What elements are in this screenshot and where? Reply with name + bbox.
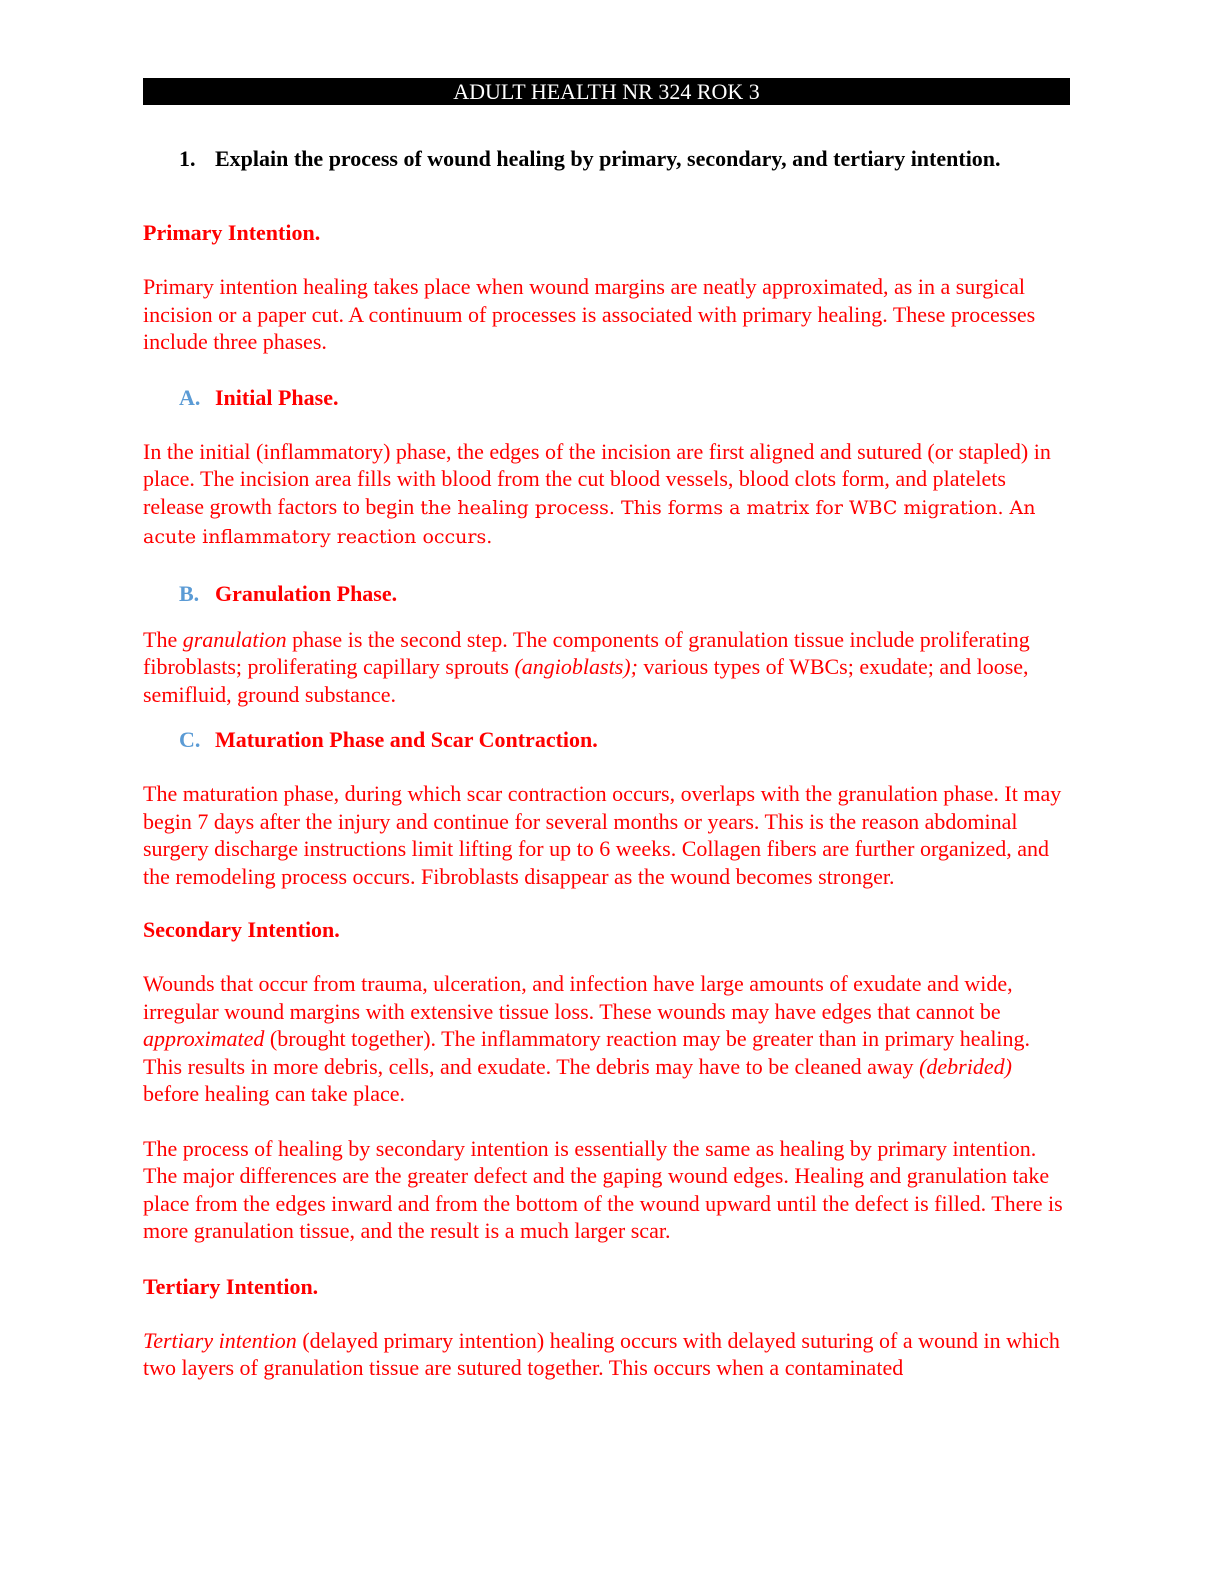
secondary-intention-title: Secondary Intention. xyxy=(143,917,340,942)
header-title: ADULT HEALTH NR 324 ROK 3 xyxy=(453,79,760,104)
tertiary-italic-term: Tertiary intention xyxy=(143,1327,297,1353)
header-bar xyxy=(143,78,1070,105)
phase-a-heading xyxy=(143,384,1070,412)
phase-a-paragraph xyxy=(143,438,1070,552)
secondary-italic-approximated: approximated xyxy=(143,1026,265,1051)
secondary-text-3: before healing can take place. xyxy=(143,1081,406,1106)
phase-b-text-2: phase is the second step. The components of granulation tissue include proliferating fibroblasts; proliferating capillary sprouts xyxy=(143,626,1030,679)
secondary-intention-paragraph-2: The process of healing by secondary intention is essentially the same as healing by primary intention. The major differences are the greater defect and the gaping wound edges. Healing and granulation take place from the edges inward and from the bottom of the wound upward until the defect is filled. There is more granulation tissue, and the result is a much larger scar. xyxy=(143,1135,1063,1243)
question-heading xyxy=(143,145,1070,173)
secondary-text-1: Wounds that occur from trauma, ulceration, and infection have large amounts of exudate and wide, irregular wound margins with extensive tissue loss. These wounds may have edges that cannot be xyxy=(143,971,1013,1024)
phase-b-italic-angioblasts: (angioblasts); xyxy=(514,654,638,679)
secondary-italic-debrided: (debrided) xyxy=(919,1053,1012,1079)
document-page xyxy=(143,78,1070,1382)
tertiary-text-1: (delayed primary intention) healing occurs with delayed suturing of a wound in which two layers of granulation tissue are sutured together. This occurs when a contaminated xyxy=(143,1327,1060,1380)
tertiary-intention-title: Tertiary Intention. xyxy=(143,1273,319,1299)
phase-b-text-3: various types of WBCs; exudate; and loose, semifluid, ground substance. xyxy=(143,654,1029,707)
tertiary-intention-paragraph xyxy=(143,1327,1070,1382)
phase-a-text-main: In the initial (inflammatory) phase, the edges of the incision are first aligned and sutured (or stapled) in place. The incision area fills with blood from the cut blood vessels, blood clots form, and platelets release growth factors to begin xyxy=(143,438,1051,519)
phase-c-title: Maturation Phase and Scar Contraction. xyxy=(215,727,598,752)
phase-c-letter: C. xyxy=(179,727,201,752)
phase-a-title: Initial Phase. xyxy=(215,384,339,410)
phase-b-letter: B. xyxy=(179,580,200,606)
question-number: 1. xyxy=(179,146,196,171)
phase-a-letter: A. xyxy=(179,384,201,410)
secondary-text-2: (brought together). The inflammatory reaction may be greater than in primary healing. This results in more debris, cells, and exudate. The debris may have to be cleaned away xyxy=(143,1026,1031,1079)
phase-a-text-alt-font: the healing process. This forms a matrix for WBC migration. An acute inflammatory reaction occurs. xyxy=(143,496,1036,548)
phase-b-title: Granulation Phase. xyxy=(215,580,398,606)
phase-b-italic-granulation: granulation xyxy=(182,626,287,652)
primary-intention-title: Primary Intention. xyxy=(143,220,321,245)
phase-c-heading xyxy=(143,726,1070,754)
phase-c-paragraph: The maturation phase, during which scar contraction occurs, overlaps with the granulation phase. It may begin 7 days after the injury and continue for several months or years. This is the reason abdominal surgery discharge instructions limit lifting for up to 6 weeks. Collagen fibers are further organized, and the remodeling process occurs. Fibroblasts disappear as the wound becomes stronger. xyxy=(143,781,1062,889)
secondary-intention-paragraph-1 xyxy=(143,970,1070,1108)
phase-b-text-1: The xyxy=(143,626,183,652)
question-text: Explain the process of wound healing by primary, secondary, and tertiary intention. xyxy=(215,146,1001,171)
phase-b-heading xyxy=(143,580,1070,608)
phase-b-paragraph xyxy=(143,626,1070,709)
primary-intention-paragraph: Primary intention healing takes place when wound margins are neatly approximated, as in a surgical incision or a paper cut. A continuum of processes is associated with primary healing. These processes include three phases. xyxy=(143,274,1036,354)
